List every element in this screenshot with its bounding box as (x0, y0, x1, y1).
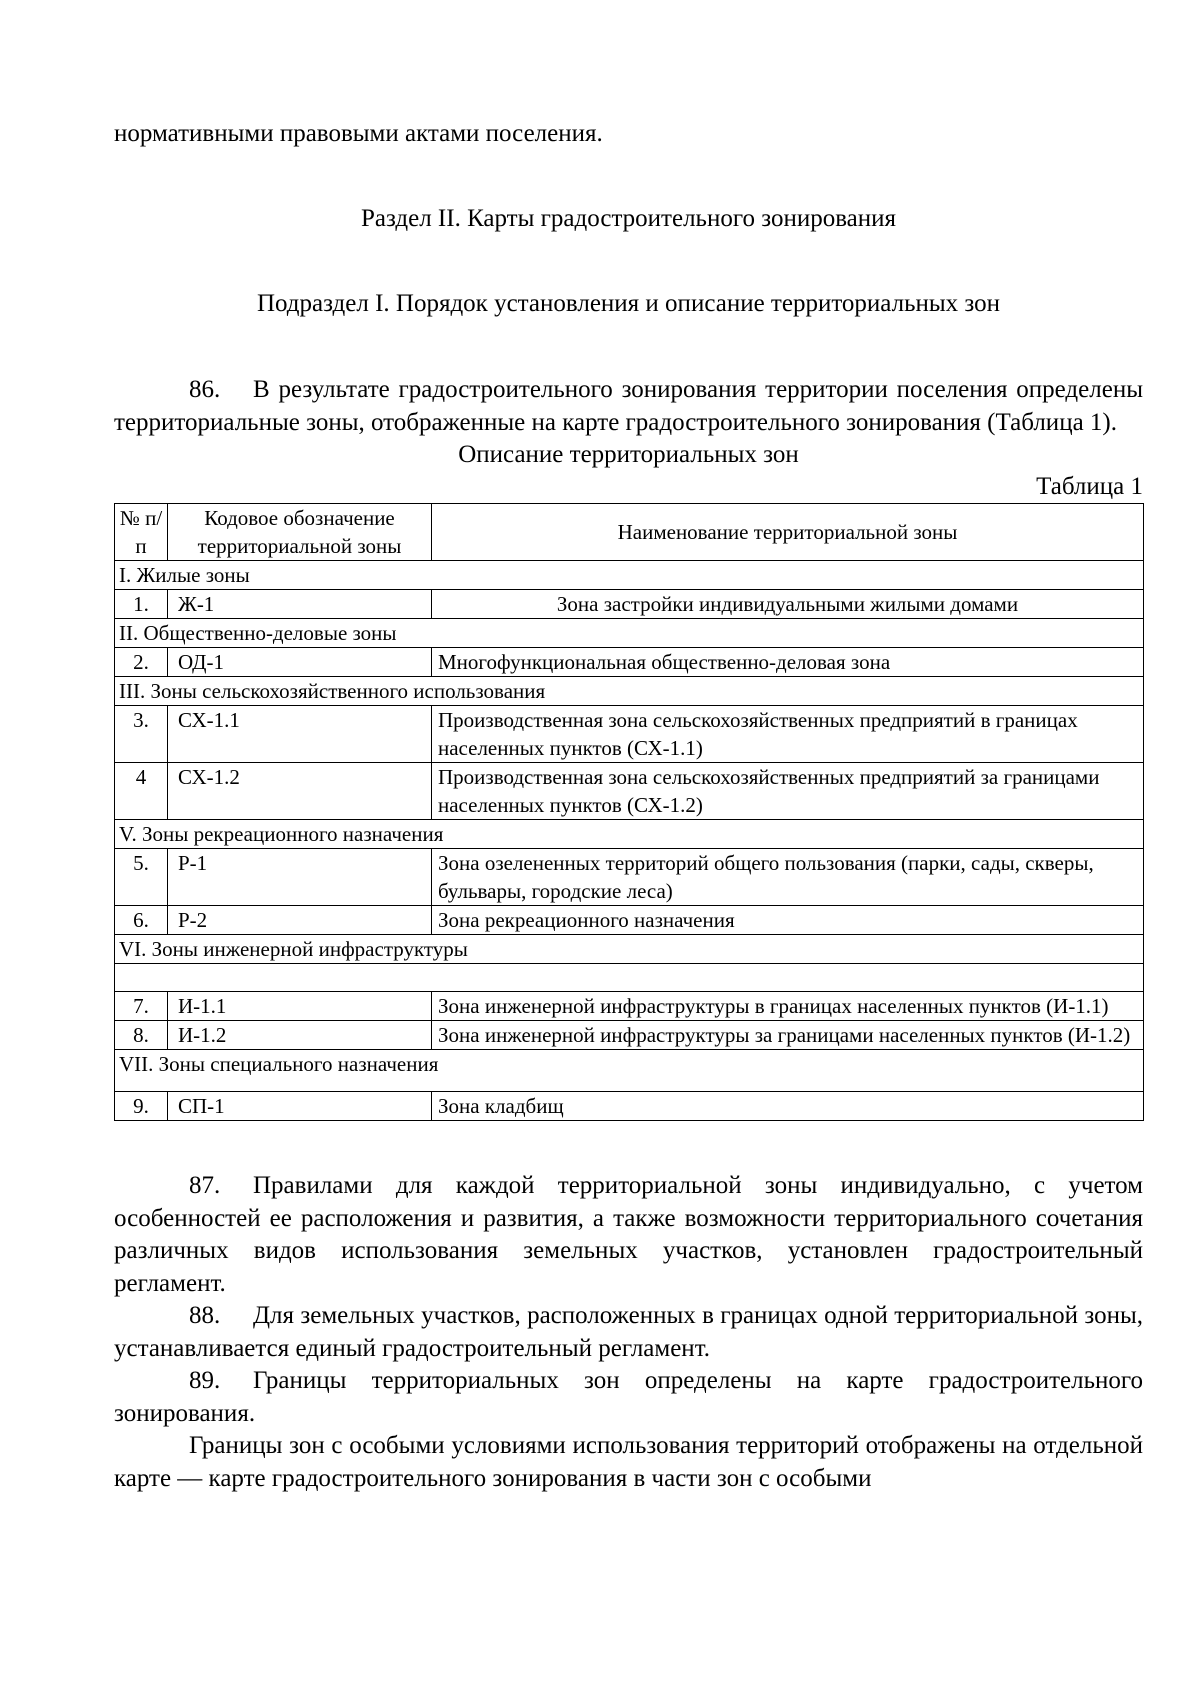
row-name: Зона инженерной инфраструктуры в границах населенных пунктов (И-1.1) (432, 992, 1144, 1021)
paragraph-number: 87. (189, 1172, 221, 1199)
row-name: Производственная зона сельскохозяйственных предприятий в границах населенных пунктов (СХ-1.1) (432, 706, 1144, 763)
row-name: Производственная зона сельскохозяйственных предприятий за границами населенных пунктов (СХ-1.2) (432, 763, 1144, 820)
paragraph-text: Границы территориальных зон определены на карте градостроительного зонирования. (114, 1367, 1143, 1427)
group-label: I. Жилые зоны (115, 561, 1144, 590)
table-row (115, 849, 1144, 906)
row-code: Ж-1 (168, 590, 432, 619)
paragraph-87 (114, 1170, 1143, 1300)
row-name: Зона инженерной инфраструктуры за границами населенных пунктов (И-1.2) (432, 1021, 1144, 1050)
group-row (115, 820, 1144, 849)
table-row (115, 1021, 1144, 1050)
header-name: Наименование территориальной зоны (432, 504, 1144, 561)
header-num: № п/п (115, 504, 168, 561)
row-code: И-1.1 (168, 992, 432, 1021)
continuation-line: нормативными правовыми актами поселения. (114, 120, 603, 147)
paragraph-text: Для земельных участков, расположенных в границах одной территориальной зоны, устанавливается единый градостроительный регламент. (114, 1302, 1143, 1362)
table-row (115, 1092, 1144, 1121)
row-name: Многофункциональная общественно-деловая зона (432, 648, 1144, 677)
table-row (115, 590, 1144, 619)
empty-row (115, 964, 1144, 992)
zones-table (114, 503, 1144, 1121)
group-row (115, 935, 1144, 964)
paragraph-zones-special: Границы зон с особыми условиями использования территорий отображены на отдельной карте — карте градостроительного зонирования в части зон с особыми (114, 1432, 1143, 1492)
table-row (115, 906, 1144, 935)
section-heading: Раздел II. Карты градостроительного зонирования (360, 205, 897, 232)
paragraph-number: 88. (189, 1302, 221, 1329)
row-name: Зона рекреационного назначения (432, 906, 1144, 935)
row-num: 8. (115, 1021, 168, 1050)
document-page (114, 118, 1143, 1495)
row-name: Зона озелененных территорий общего пользования (парки, сады, скверы, бульвары, городские леса) (432, 849, 1144, 906)
row-num: 7. (115, 992, 168, 1021)
paragraph-number: 86. (189, 376, 221, 403)
row-code: Р-1 (168, 849, 432, 906)
row-code: И-1.2 (168, 1021, 432, 1050)
paragraph-88 (114, 1300, 1143, 1365)
row-code: СХ-1.1 (168, 706, 432, 763)
group-row (115, 561, 1144, 590)
table-row (115, 763, 1144, 820)
group-label: III. Зоны сельскохозяйственного использования (115, 677, 1144, 706)
group-label: II. Общественно-деловые зоны (115, 619, 1144, 648)
table-title: Описание территориальных зон (458, 441, 799, 468)
row-num: 1. (115, 590, 168, 619)
row-code: Р-2 (168, 906, 432, 935)
subsection-heading: Подраздел I. Порядок установления и описание территориальных зон (256, 290, 1001, 317)
row-num: 5. (115, 849, 168, 906)
group-row (115, 677, 1144, 706)
group-row (115, 1050, 1144, 1092)
row-code: СП-1 (168, 1092, 432, 1121)
row-num: 9. (115, 1092, 168, 1121)
paragraph-number: 89. (189, 1367, 221, 1394)
table-row (115, 992, 1144, 1021)
row-name: Зона кладбищ (432, 1092, 1144, 1121)
row-code: СХ-1.2 (168, 763, 432, 820)
row-code: ОД-1 (168, 648, 432, 677)
table-label: Таблица 1 (1036, 473, 1143, 500)
table-row (115, 706, 1144, 763)
group-label: V. Зоны рекреационного назначения (115, 820, 1144, 849)
row-num: 3. (115, 706, 168, 763)
row-name: Зона застройки индивидуальными жилыми домами (432, 590, 1144, 619)
paragraph-89 (114, 1365, 1143, 1430)
paragraph-text: В результате градостроительного зонирования территории поселения определены территориальные зоны, отображенные на карте градостроительного зонирования (Таблица 1). (114, 376, 1143, 436)
table-row (115, 648, 1144, 677)
row-num: 4 (115, 763, 168, 820)
empty-cell (115, 964, 1144, 992)
paragraph-text: Правилами для каждой территориальной зоны индивидуально, с учетом особенностей ее расположения и развития, а также возможности территориального сочетания различных видов использования земельных участков, установлен градостроительный регламент. (114, 1172, 1143, 1297)
group-row (115, 619, 1144, 648)
group-label: VI. Зоны инженерной инфраструктуры (115, 935, 1144, 964)
table-header-row (115, 504, 1144, 561)
header-code: Кодовое обозначение территориальной зоны (168, 504, 432, 561)
row-num: 2. (115, 648, 168, 677)
row-num: 6. (115, 906, 168, 935)
paragraph-86 (114, 374, 1143, 439)
group-label: VII. Зоны специального назначения (115, 1050, 1144, 1092)
